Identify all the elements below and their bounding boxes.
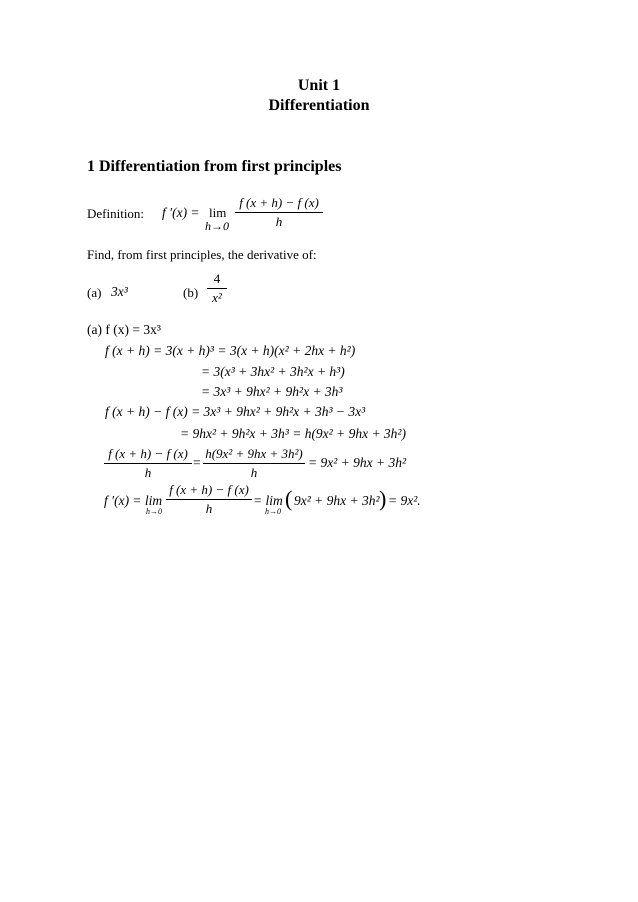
question-prompt: Find, from first principles, the derivative of: (87, 247, 317, 262)
limit-denominator: h (205, 501, 213, 516)
definition-lim: lim (209, 205, 227, 220)
part-b-numerator: 4 (213, 271, 221, 286)
section-heading: 1 Differentiation from first principles (87, 158, 342, 175)
difference-quotient-numerator: f (x + h) − f (x) (108, 446, 188, 461)
derivative-lhs: f ′(x) = lim (104, 493, 163, 508)
limit-fraction (166, 482, 252, 517)
definition-denominator: h (275, 214, 283, 229)
left-parenthesis: ( (285, 486, 293, 511)
final-result: = 9x². (388, 493, 421, 508)
limit-mid-subscript: h→0 (265, 507, 281, 516)
difference-quotient-denominator: h (144, 465, 152, 480)
part-b-fraction (207, 271, 227, 306)
definition-lim-sub: h→0 (205, 219, 229, 233)
solution-line-3: = 3(x³ + 3hx² + 3h²x + h³) (201, 364, 345, 379)
right-parenthesis: ) (379, 486, 387, 511)
difference-quotient-fraction (104, 446, 192, 481)
limit-numerator: f (x + h) − f (x) (169, 482, 249, 497)
topic-heading: Differentiation (268, 97, 370, 114)
solution-line-1: (a) f (x) = 3x³ (87, 322, 161, 337)
part-b-label: (b) (183, 285, 199, 300)
part-b-denominator: x² (212, 290, 222, 305)
fraction-bar (166, 499, 252, 500)
definition-numerator: f (x + h) − f (x) (239, 195, 319, 210)
definition-lhs: f ′(x) = (162, 205, 200, 220)
fraction-bar (235, 212, 323, 213)
factored-numerator: h(9x² + 9hx + 3h²) (205, 446, 303, 461)
solution-line-5: f (x + h) − f (x) = 3x³ + 9hx² + 9h²x + 3h³ − 3x³ (105, 404, 366, 419)
fraction-bar (104, 463, 192, 464)
solution-line-6: = 9hx² + 9h²x + 3h³ = h(9x² + 9hx + 3h²) (180, 426, 406, 441)
part-a-expression: 3x³ (111, 284, 128, 299)
part-a-label: (a) (87, 285, 102, 300)
limit-mid: = lim (253, 493, 283, 508)
fraction-bar (207, 288, 227, 289)
definition-label: Definition: (87, 206, 145, 221)
simplified-result: = 9x² + 9hx + 3h² (308, 455, 407, 470)
factored-fraction (203, 446, 305, 481)
definition-fraction (235, 195, 323, 230)
limit-subscript: h→0 (146, 507, 162, 516)
solution-line-2: f (x + h) = 3(x + h)³ = 3(x + h)(x² + 2hx + h²) (105, 343, 356, 358)
limit-inner-expression: 9x² + 9hx + 3h² (294, 493, 380, 508)
unit-heading: Unit 1 (297, 77, 341, 94)
factored-denominator: h (250, 465, 258, 480)
solution-line-4: = 3x³ + 9hx² + 9h²x + 3h³ (201, 384, 343, 399)
equals-sign: = (193, 455, 201, 470)
fraction-bar (203, 463, 305, 464)
